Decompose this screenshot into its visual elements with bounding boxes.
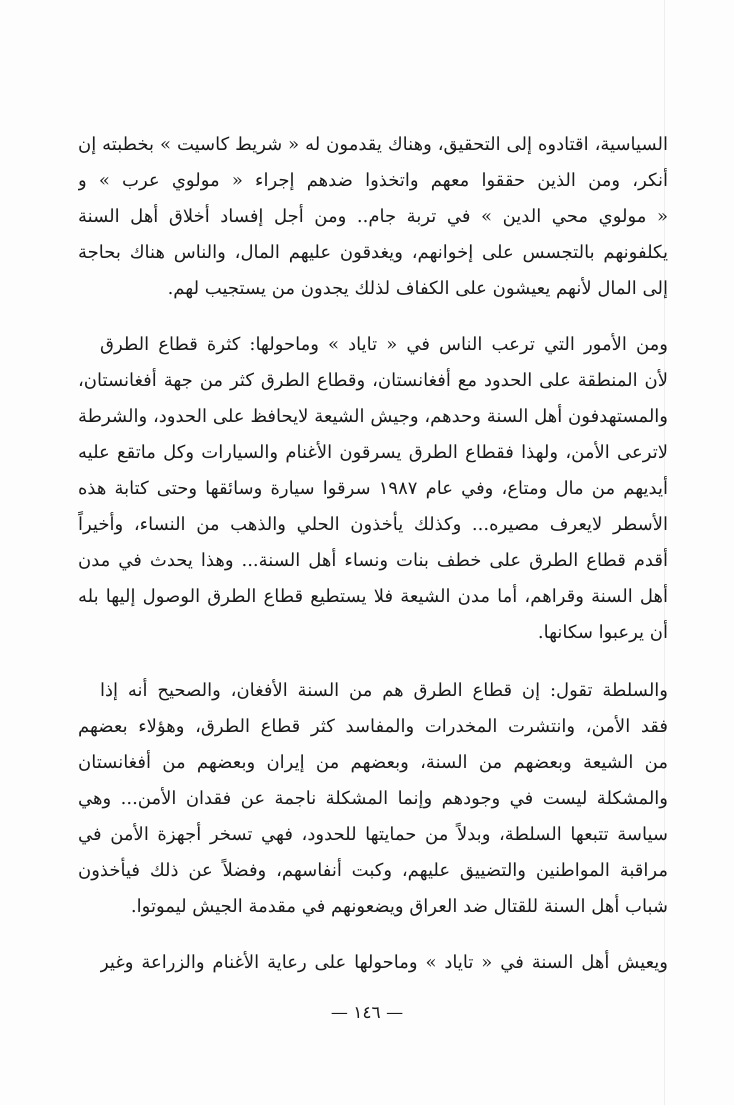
text-line: ويعيش أهل السنة في « تاياد » وماحولها على رعاية الأغنام والزراعة وغير	[100, 952, 668, 973]
text-line: مراقبة المواطنين والتضييق عليهم، وكبت أنفاسهم، وفضلاً عن ذلك فيأخذون	[78, 860, 668, 881]
text-line: والمشكلة ليست في وجودهم وإنما المشكلة ناجمة عن فقدان الأمن... وهي	[78, 788, 668, 809]
text-line: يكلفونهم بالتجسس على إخوانهم، ويغدقون عليهم المال، والناس هناك بحاجة	[78, 242, 668, 263]
text-line: فقد الأمن، وانتشرت المخدرات والمفاسد كثر قطاع الطرق، وهؤلاء بعضهم	[78, 716, 668, 737]
text-line: السياسية، اقتادوه إلى التحقيق، وهناك يقدمون له « شريط كاسيت » بخطبته إن	[78, 134, 668, 155]
text-line: الأسطر لايعرف مصيره... وكذلك يأخذون الحلي والذهب من النساء، وأخيراً	[78, 514, 668, 535]
text-line: ومن الأمور التي ترعب الناس في « تاياد » وماحولها: كثرة قطاع الطرق	[100, 334, 668, 355]
text-line: شباب أهل السنة للقتال ضد العراق ويضعونهم في مقدمة الجيش ليموتوا.	[130, 896, 668, 917]
text-line: لأن المنطقة على الحدود مع أفغانستان، وقطاع الطرق كثر من جهة أفغانستان،	[78, 370, 668, 391]
text-line: أنكر، ومن الذين حققوا معهم واتخذوا ضدهم إجراء « مولوي عرب » و	[78, 170, 668, 191]
text-line: أهل السنة وقراهم، أما مدن الشيعة فلا يستطيع قطاع الطرق الوصول إليها بله	[78, 586, 668, 607]
text-line: « مولوي محي الدين » في تربة جام.. ومن أجل إفساد أخلاق أهل السنة	[78, 206, 668, 227]
text-line: والمستهدفون أهل السنة وحدهم، وجيش الشيعة لايحافظ على الحدود، والشرطة	[78, 406, 668, 427]
text-line: إلى المال لأنهم يعيشون على الكفاف لذلك يجدون من يستجيب لهم.	[167, 278, 668, 299]
text-line: أن يرعبوا سكانها.	[537, 622, 668, 643]
text-line: والسلطة تقول: إن قطاع الطرق هم من السنة الأفغان، والصحيح أنه إذا	[100, 680, 668, 701]
text-line: لاترعى الأمن، ولهذا فقطاع الطرق يسرقون الأغنام والسيارات وكل ماتقع عليه	[78, 442, 668, 463]
text-line: أقدم قطاع الطرق على خطف بنات ونساء أهل السنة... وهذا يحدث في مدن	[78, 550, 668, 571]
page-number: — ١٤٦ —	[330, 1003, 404, 1023]
text-line: أيديهم من مال ومتاع، وفي عام ١٩٨٧ سرقوا سيارة وسائقها وحتى كتابة هذه	[78, 478, 668, 499]
text-line: من الشيعة وبعضهم من السنة، وبعضهم من إيران وبعضهم من أفغانستان	[78, 752, 668, 773]
text-line: سياسة تتبعها السلطة، وبدلاً من حمايتها للحدود، فهي تسخر أجهزة الأمن في	[78, 824, 668, 845]
